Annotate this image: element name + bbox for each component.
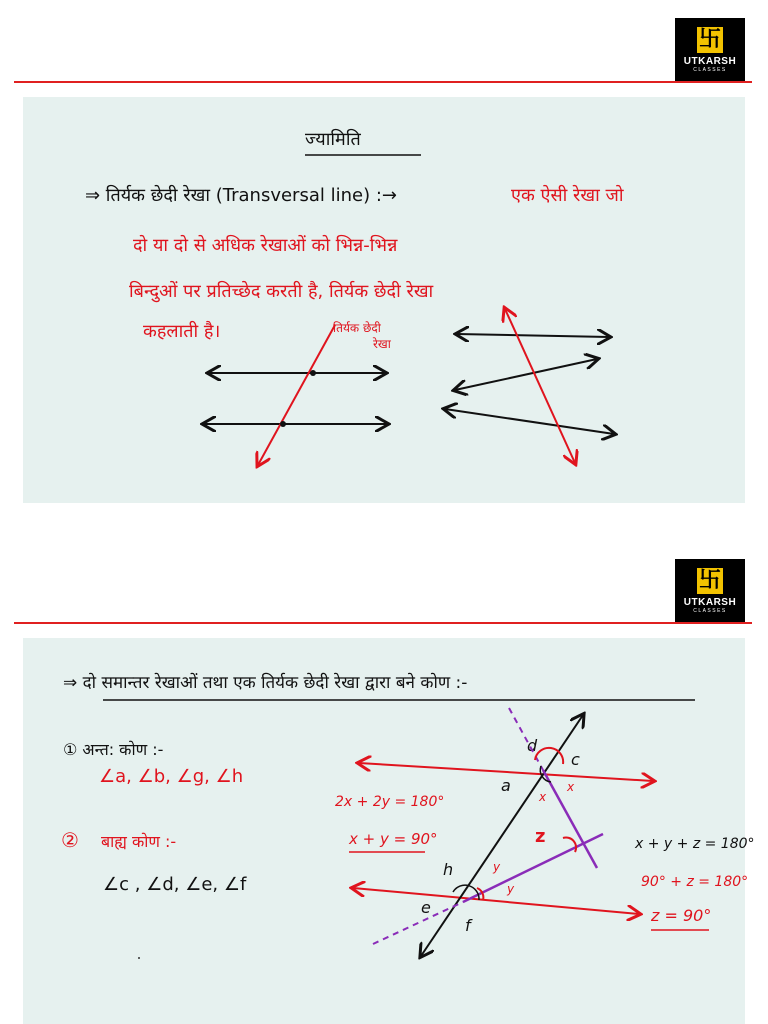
equation-5: z = 90° — [651, 906, 712, 925]
angle-label-x1: x — [539, 790, 547, 804]
slide-angles — [23, 638, 755, 1024]
angle-label-y2: y — [507, 882, 515, 896]
interior-angles-list: ∠a, ∠b, ∠g, ∠h — [99, 766, 244, 787]
transversal-label-2: रेखा — [373, 337, 391, 351]
angle-label-z: z — [535, 826, 546, 847]
angle-label-d: d — [527, 736, 538, 755]
line-r2 — [455, 359, 597, 390]
definition-text-2: दो या दो से अधिक रेखाओं को भिन्न-भिन्न — [133, 235, 398, 256]
swastik-icon: 卐 — [698, 27, 721, 52]
interior-angles-title: ① अन्त: कोण :- — [63, 740, 164, 759]
bisector-bottom — [463, 834, 603, 902]
equation-1: 2x + 2y = 180° — [335, 794, 445, 810]
definition-text-1: एक ऐसी रेखा जो — [511, 185, 624, 206]
transversal-label: तिर्यक छेदी — [333, 321, 381, 335]
definition-text-3: बिन्दुओं पर प्रतिच्छेद करती है, तिर्यक छेदी रेखा — [129, 281, 434, 302]
transversal-diagrams — [23, 97, 745, 503]
angle-diagram — [23, 638, 745, 1024]
parallel-line-bottom — [353, 888, 639, 914]
logo-subtitle: CLASSES — [693, 608, 727, 614]
bisector-top — [543, 770, 597, 868]
parallel-line-top — [359, 763, 653, 781]
utkarsh-logo — [675, 18, 745, 82]
transversal-line-r — [505, 309, 575, 463]
bisector-bottom-dashed — [373, 902, 463, 944]
exterior-angles-title: बाह्य कोण :- — [101, 832, 177, 851]
exterior-angles-list: ∠c , ∠d, ∠e, ∠f — [103, 874, 247, 895]
angle-label-f: f — [465, 916, 471, 935]
slide-transversal-definition — [23, 97, 745, 503]
header-divider-2 — [14, 622, 752, 624]
angle-label-c: c — [571, 750, 580, 769]
transversal-line — [258, 325, 335, 465]
line-r1 — [457, 334, 609, 337]
logo-brand: UTKARSH — [683, 597, 737, 608]
equation-3: x + y + z = 180° — [635, 836, 755, 852]
angle-label-h: h — [443, 860, 454, 879]
equation-2: x + y = 90° — [349, 830, 438, 848]
equation-4: 90° + z = 180° — [641, 874, 749, 890]
line-r3 — [445, 409, 614, 434]
logo-brand: UTKARSH — [683, 56, 737, 67]
angle-label-y1: y — [493, 860, 501, 874]
logo-subtitle: CLASSES — [693, 67, 727, 73]
slide1-heading: ज्यामिति — [305, 129, 361, 150]
angle-label-a: a — [501, 776, 511, 795]
dot — [138, 957, 140, 959]
definition-term: ⇒ तिर्यक छेदी रेखा (Transversal line) :→ — [85, 185, 397, 206]
item2-number: ② — [61, 828, 79, 852]
slide2-heading: ⇒ दो समान्तर रेखाओं तथा एक तिर्यक छेदी रेखा द्वारा बने कोण :- — [63, 673, 468, 693]
definition-text-4: कहलाती है। — [143, 321, 221, 342]
header-divider — [14, 81, 752, 83]
angle-label-x2: x — [567, 780, 575, 794]
bisector-top-dashed — [509, 708, 543, 770]
angle-label-e: e — [421, 898, 431, 917]
intersection-point-1 — [310, 370, 316, 376]
intersection-point-2 — [280, 421, 286, 427]
utkarsh-logo-2 — [675, 559, 745, 623]
swastik-icon: 卐 — [698, 568, 721, 593]
